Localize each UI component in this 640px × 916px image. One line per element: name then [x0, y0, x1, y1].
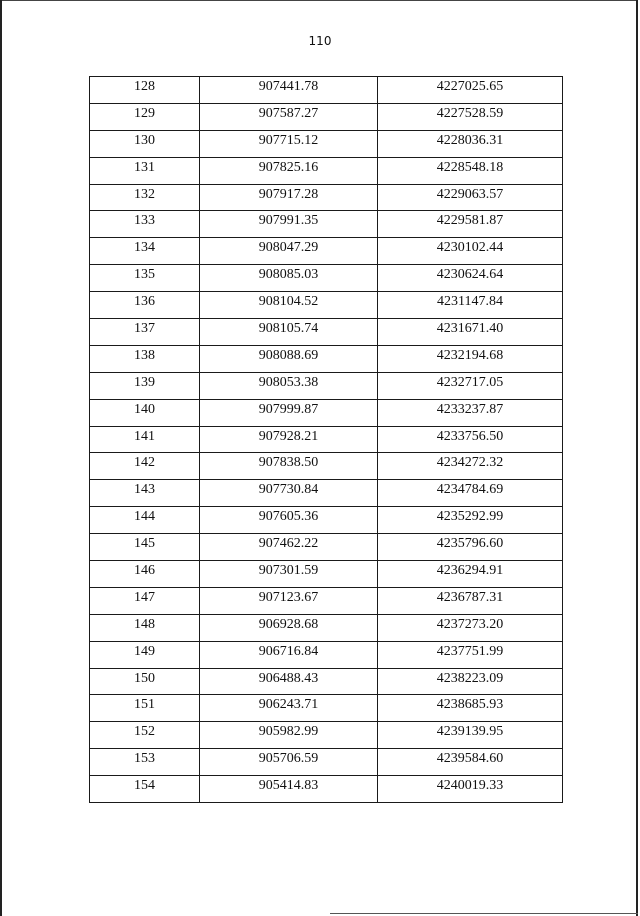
- point-number-cell: 139: [90, 372, 200, 399]
- x-coordinate-cell: 908053.38: [200, 372, 378, 399]
- point-number-cell: 131: [90, 157, 200, 184]
- y-coordinate-cell: 4227025.65: [378, 77, 563, 104]
- table-row: [90, 614, 563, 641]
- y-coordinate-cell: 4234272.32: [378, 453, 563, 480]
- point-number-cell: 140: [90, 399, 200, 426]
- table-row: [90, 399, 563, 426]
- y-coordinate-cell: 4239584.60: [378, 749, 563, 776]
- y-coordinate-cell: 4240019.33: [378, 776, 563, 803]
- x-coordinate-cell: 907917.28: [200, 184, 378, 211]
- table-row: [90, 722, 563, 749]
- table-row: [90, 695, 563, 722]
- point-number-cell: 147: [90, 587, 200, 614]
- x-coordinate-cell: 908047.29: [200, 238, 378, 265]
- x-coordinate-cell: 907605.36: [200, 507, 378, 534]
- y-coordinate-cell: 4233756.50: [378, 426, 563, 453]
- x-coordinate-cell: 905414.83: [200, 776, 378, 803]
- point-number-cell: 136: [90, 292, 200, 319]
- table-row: [90, 749, 563, 776]
- table-row: [90, 641, 563, 668]
- y-coordinate-cell: 4229581.87: [378, 211, 563, 238]
- y-coordinate-cell: 4228036.31: [378, 130, 563, 157]
- table-row: [90, 345, 563, 372]
- table-row: [90, 372, 563, 399]
- x-coordinate-cell: 907999.87: [200, 399, 378, 426]
- y-coordinate-cell: 4230102.44: [378, 238, 563, 265]
- point-number-cell: 152: [90, 722, 200, 749]
- y-coordinate-cell: 4232194.68: [378, 345, 563, 372]
- table-row: [90, 507, 563, 534]
- y-coordinate-cell: 4234784.69: [378, 480, 563, 507]
- x-coordinate-cell: 908085.03: [200, 265, 378, 292]
- point-number-cell: 153: [90, 749, 200, 776]
- table-row: [90, 130, 563, 157]
- coordinates-table: [89, 76, 563, 803]
- table-row: [90, 211, 563, 238]
- point-number-cell: 150: [90, 668, 200, 695]
- x-coordinate-cell: 905982.99: [200, 722, 378, 749]
- table-row: [90, 292, 563, 319]
- x-coordinate-cell: 905706.59: [200, 749, 378, 776]
- x-coordinate-cell: 907838.50: [200, 453, 378, 480]
- point-number-cell: 151: [90, 695, 200, 722]
- y-coordinate-cell: 4238685.93: [378, 695, 563, 722]
- page-border-top: [0, 0, 638, 1]
- y-coordinate-cell: 4231147.84: [378, 292, 563, 319]
- point-number-cell: 149: [90, 641, 200, 668]
- table-row: [90, 668, 563, 695]
- x-coordinate-cell: 907991.35: [200, 211, 378, 238]
- y-coordinate-cell: 4231671.40: [378, 319, 563, 346]
- y-coordinate-cell: 4230624.64: [378, 265, 563, 292]
- table-row: [90, 319, 563, 346]
- point-number-cell: 133: [90, 211, 200, 238]
- y-coordinate-cell: 4233237.87: [378, 399, 563, 426]
- point-number-cell: 137: [90, 319, 200, 346]
- page-number: 110: [308, 34, 332, 48]
- point-number-cell: 130: [90, 130, 200, 157]
- table-row: [90, 587, 563, 614]
- x-coordinate-cell: 906716.84: [200, 641, 378, 668]
- point-number-cell: 138: [90, 345, 200, 372]
- x-coordinate-cell: 906488.43: [200, 668, 378, 695]
- table-row: [90, 534, 563, 561]
- x-coordinate-cell: 908088.69: [200, 345, 378, 372]
- x-coordinate-cell: 907587.27: [200, 103, 378, 130]
- point-number-cell: 143: [90, 480, 200, 507]
- point-number-cell: 154: [90, 776, 200, 803]
- point-number-cell: 146: [90, 561, 200, 588]
- y-coordinate-cell: 4229063.57: [378, 184, 563, 211]
- point-number-cell: 134: [90, 238, 200, 265]
- table-row: [90, 157, 563, 184]
- table-row: [90, 77, 563, 104]
- point-number-cell: 142: [90, 453, 200, 480]
- y-coordinate-cell: 4232717.05: [378, 372, 563, 399]
- x-coordinate-cell: 907462.22: [200, 534, 378, 561]
- y-coordinate-cell: 4235796.60: [378, 534, 563, 561]
- table-row: [90, 480, 563, 507]
- table-row: [90, 453, 563, 480]
- x-coordinate-cell: 907441.78: [200, 77, 378, 104]
- y-coordinate-cell: 4237273.20: [378, 614, 563, 641]
- x-coordinate-cell: 907123.67: [200, 587, 378, 614]
- x-coordinate-cell: 907301.59: [200, 561, 378, 588]
- point-number-cell: 128: [90, 77, 200, 104]
- point-number-cell: 129: [90, 103, 200, 130]
- page-border-right: [636, 0, 638, 916]
- x-coordinate-cell: 907928.21: [200, 426, 378, 453]
- page-border-bottom: [330, 913, 638, 914]
- y-coordinate-cell: 4236294.91: [378, 561, 563, 588]
- y-coordinate-cell: 4237751.99: [378, 641, 563, 668]
- point-number-cell: 144: [90, 507, 200, 534]
- y-coordinate-cell: 4228548.18: [378, 157, 563, 184]
- point-number-cell: 132: [90, 184, 200, 211]
- point-number-cell: 145: [90, 534, 200, 561]
- x-coordinate-cell: 907715.12: [200, 130, 378, 157]
- y-coordinate-cell: 4227528.59: [378, 103, 563, 130]
- coordinates-table-body: [90, 77, 563, 803]
- x-coordinate-cell: 908104.52: [200, 292, 378, 319]
- table-row: [90, 184, 563, 211]
- table-row: [90, 238, 563, 265]
- table-row: [90, 561, 563, 588]
- x-coordinate-cell: 908105.74: [200, 319, 378, 346]
- y-coordinate-cell: 4239139.95: [378, 722, 563, 749]
- x-coordinate-cell: 906928.68: [200, 614, 378, 641]
- table-row: [90, 426, 563, 453]
- table-row: [90, 103, 563, 130]
- point-number-cell: 135: [90, 265, 200, 292]
- table-row: [90, 776, 563, 803]
- y-coordinate-cell: 4238223.09: [378, 668, 563, 695]
- x-coordinate-cell: 906243.71: [200, 695, 378, 722]
- page-border-left: [0, 0, 2, 916]
- y-coordinate-cell: 4235292.99: [378, 507, 563, 534]
- point-number-cell: 141: [90, 426, 200, 453]
- y-coordinate-cell: 4236787.31: [378, 587, 563, 614]
- x-coordinate-cell: 907730.84: [200, 480, 378, 507]
- table-row: [90, 265, 563, 292]
- point-number-cell: 148: [90, 614, 200, 641]
- x-coordinate-cell: 907825.16: [200, 157, 378, 184]
